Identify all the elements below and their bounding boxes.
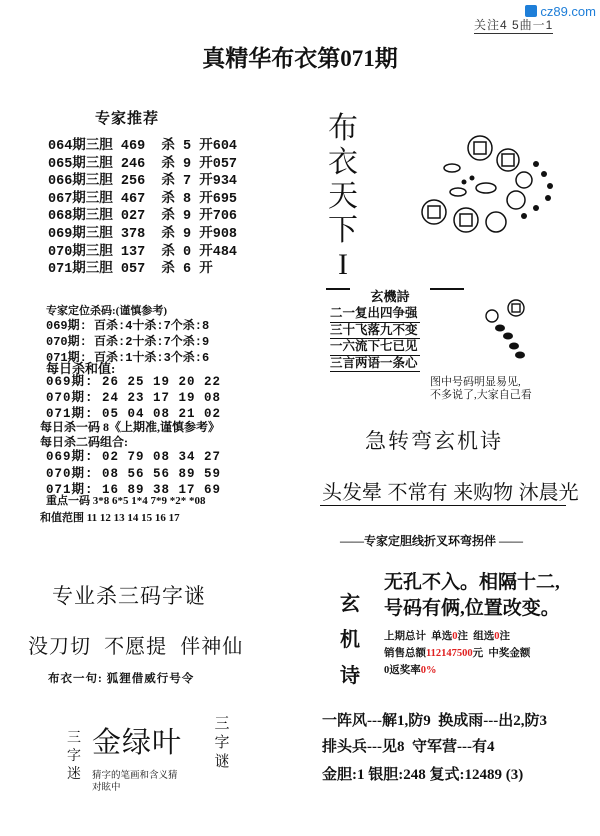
xuanji-line: 一六流下七已见 (330, 339, 420, 356)
hezhi-row: 069期: 26 25 19 20 22 (46, 375, 222, 389)
expert-row: 068期三胆 027 杀 9 开706 (48, 209, 238, 225)
xiaoshou-label: 销售总额 (384, 648, 426, 659)
xuanji-lines (330, 306, 420, 372)
fanjiang-value: 0% (420, 665, 437, 676)
xiaoshou-unit: 元 中奖金额 (472, 648, 531, 659)
dingwei-row: 071期: 百杀:1十杀:3个杀:6 (46, 351, 210, 365)
sanzi-right (212, 715, 232, 772)
follow-text: 关注4 5曲一1 (474, 18, 554, 32)
sanzi-char: 三 (67, 731, 81, 746)
divider (320, 505, 566, 506)
expert-row: 067期三胆 467 杀 8 开695 (48, 191, 238, 207)
page-title: 真精华布衣第071期 (202, 46, 398, 71)
zhuanjia-line: ——专家定胆线折叉环弯拐伴 —— (340, 534, 524, 548)
zhuanye-title: 专业杀三码字谜 (52, 585, 206, 608)
xuanji-line: 三言两语一条心 (330, 356, 420, 373)
fanjiang-line (384, 662, 437, 677)
shangqi-line (384, 628, 510, 643)
toufa-line: 头发晕 不常有 来购物 沐晨光 (322, 482, 579, 504)
hezhi-title: 每日杀和值: (46, 361, 116, 376)
expert-row: 070期三胆 137 杀 0 开484 (48, 244, 238, 260)
hezhi-row: 071期: 05 04 08 21 02 (46, 407, 222, 421)
clue-line: 排头兵---见8 守军营---有4 (322, 739, 495, 755)
zhongdian-line: 重点一码 3*8 6*5 1*4 7*9 *2* *08 (46, 495, 206, 507)
sanzi-left (64, 730, 84, 784)
buyi-vertical (326, 112, 360, 282)
expert-row: 071期三胆 057 杀 6 开 (48, 262, 213, 278)
clue-line: 金胆:1 银胆:248 复式:12489 (3) (322, 767, 524, 783)
dingwei-section (46, 302, 286, 366)
site-name: cz89.com (540, 4, 596, 19)
hezhi-row: 070期: 24 23 17 19 08 (46, 391, 222, 405)
expert-row: 069期三胆 378 杀 9 开908 (48, 226, 238, 242)
jizhuan-title: 急转弯玄机诗 (365, 429, 503, 453)
sanzi-char: 三 (214, 716, 230, 732)
expert-row: 066期三胆 256 杀 7 开934 (48, 174, 238, 190)
buyi-char: 天 (328, 180, 358, 213)
sha2-row: 069期: 02 79 08 34 27 (46, 450, 222, 464)
sha2-title: 每日杀二码组合: (40, 435, 128, 449)
buyi-char: 布 (328, 112, 358, 145)
hint-line: 不多说了,大家自己看 (430, 389, 532, 401)
caizi-line: 猜字的笔画和含义猜 (92, 771, 178, 781)
sanzi-char: 迷 (67, 767, 81, 782)
shangqi-label: 上期总计 单选 (384, 631, 453, 642)
expert-row: 065期三胆 246 杀 9 开057 (48, 156, 238, 172)
xuanji-line: 三十飞落九不变 (330, 323, 420, 340)
expert-rows (48, 138, 237, 279)
caizi-line: 对眩中 (92, 783, 121, 793)
sha2-row: 070期: 08 56 56 89 59 (46, 466, 222, 481)
buyi-char: 下 (328, 214, 358, 247)
expert-title: 专家推荐 (95, 111, 160, 127)
zuxuan-value: 0 (494, 631, 500, 642)
expert-row: 064期三胆 469 杀 5 开604 (48, 139, 238, 154)
xuanji-vertical (338, 586, 362, 694)
sanzi-char: 谜 (214, 754, 230, 770)
meidao-line: 没刀切 不愿提 伴神仙 (28, 636, 244, 658)
hint-line: 图中号码明显易见, (430, 376, 521, 388)
buyi-char: 衣 (328, 146, 358, 179)
sha1-title: 每日杀一码 8《上期准,谨慎参考》 (40, 420, 221, 434)
dingwei-row: 069期: 百杀:4十杀:7个杀:8 (46, 319, 210, 333)
sanzi-char: 字 (214, 735, 230, 751)
shangqi-label: 注 组选 (457, 631, 495, 642)
dingwei-title: 专家定位杀码:(谨慎参考) (46, 305, 167, 317)
hezhi-rows (46, 374, 221, 422)
sanzi-char: 字 (67, 749, 81, 764)
jinlvye-title: 金绿叶 (92, 727, 183, 759)
wukong-line: 号码有俩,位置改变。 (384, 598, 560, 619)
buyiju-line: 布衣一句: 狐狸借威行号令 (48, 673, 195, 685)
dingwei-row: 070期: 百杀:2十杀:7个杀:9 (46, 335, 210, 349)
shangqi-label: 注 (499, 631, 510, 642)
coins-illustration (412, 130, 572, 240)
hezhi-range-line: 和值范围 11 12 13 14 15 16 17 (40, 512, 180, 524)
xuanji-char: 诗 (340, 665, 360, 687)
wukong-line: 无孔不入。相隔十二, (384, 572, 560, 593)
danxuan-value: 0 (452, 631, 458, 642)
xuanji-line: 二一复出四争强 (330, 306, 420, 323)
xuanji-title: 玄機詩 (350, 286, 430, 305)
buyi-char: I (338, 248, 348, 281)
fanjiang-label: 0返奖率 (384, 665, 421, 676)
xuanji-char: 玄 (340, 593, 360, 615)
xuanji-char: 机 (340, 629, 360, 651)
beads-illustration (476, 298, 534, 360)
xiaoshou-line (384, 645, 530, 660)
sha2-row: 071期: 16 89 38 17 69 (46, 483, 222, 497)
xiaoshou-value: 112147500 (426, 648, 473, 659)
clue-line: 一阵风---解1,防9 换成雨---出2,防3 (322, 713, 547, 729)
